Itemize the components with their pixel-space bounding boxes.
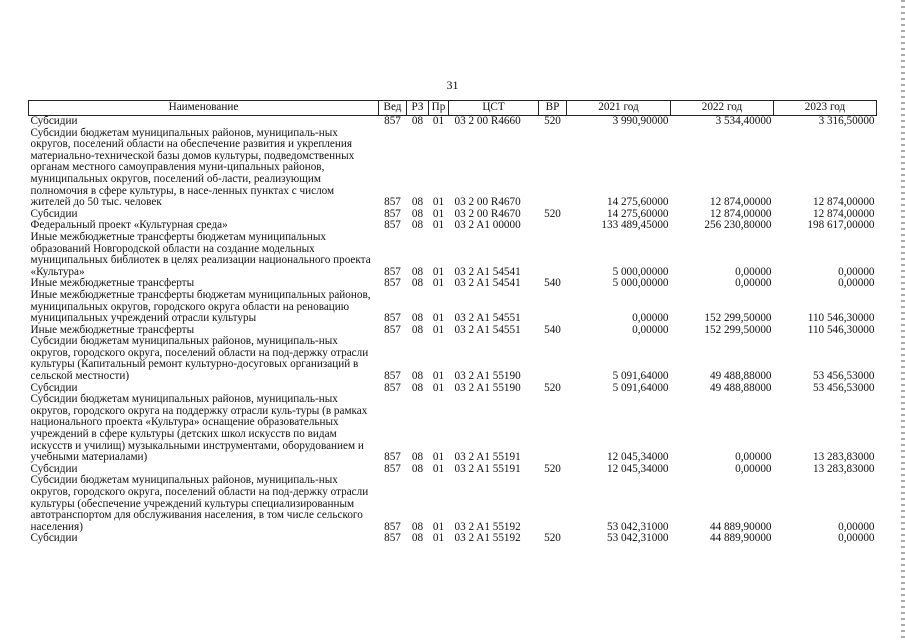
cell-2021: 53 042,31000 [606, 532, 669, 545]
cell-2022: 49 488,88000 [709, 381, 772, 394]
page-number: 31 [446, 78, 459, 92]
cell-vr [539, 128, 567, 209]
cell-rz: 08 [411, 265, 424, 278]
cell-pr: 01 [432, 370, 445, 383]
cell-2021: 12 045,34000 [606, 462, 669, 475]
cell-vr: 520 [544, 115, 561, 127]
cell-2023: 0,00000 [838, 265, 875, 278]
cell-cst: 03 2 A1 55192 [454, 532, 521, 545]
cell-2022: 152 299,50000 [704, 323, 772, 336]
budget-table [28, 100, 877, 545]
cell-vr: 520 [544, 381, 561, 394]
cell-vr: 540 [544, 277, 561, 290]
cell-ved: 857 [384, 219, 401, 232]
cell-ved: 857 [384, 265, 401, 278]
cell-ved: 857 [384, 462, 401, 475]
cell-name: Субсидии бюджетам муниципальных районов, муниципаль-ных округов, городского округа, поселений области на под-держку отрасли культуры (обеспечение учреждений культуры специализированным автотранспортом для обслуживания населения, в том числе сельского населения) [30, 474, 369, 533]
cell-name: Субсидии [30, 207, 78, 220]
cell-cst: 03 2 A1 55191 [454, 462, 521, 475]
cell-pr: 01 [432, 312, 445, 325]
cell-2023: 0,00000 [838, 277, 875, 290]
cell-name: Субсидии бюджетам муниципальных районов, муниципаль-ных округов, поселений области на обеспечение развития и укрепления материально-технической базы домов культуры, подведомственных органам местного самоуправления муни-ципальных районов, муниципальных округов, поселений об-ласти, реализующим полномочия в сфере культуры, в насе-ленных пунктах с числом жителей до 50 тыс. человек [30, 126, 355, 209]
cell-2023: 3 316,50000 [818, 115, 875, 127]
cell-2023: 198 617,00000 [807, 219, 875, 232]
cell-2023: 0,00000 [838, 532, 875, 545]
cell-2023: 12 874,00000 [812, 207, 875, 220]
cell-pr: 01 [432, 451, 445, 464]
cell-rz: 08 [411, 196, 424, 209]
cell-2023: 53 456,53000 [812, 370, 875, 383]
cell-2022: 256 230,80000 [704, 219, 772, 232]
cell-rz: 08 [411, 532, 424, 545]
cell-2023: 12 874,00000 [812, 196, 875, 209]
cell-pr: 01 [432, 532, 445, 545]
cell-cst: 03 2 A1 54541 [454, 265, 521, 278]
cell-cst: 03 2 A1 55190 [454, 370, 521, 383]
cell-2022: 44 889,90000 [709, 520, 772, 533]
cell-ved: 857 [384, 381, 401, 394]
cell-vr [539, 290, 567, 325]
table-body [29, 116, 877, 545]
table-row [29, 290, 877, 325]
table-row [29, 533, 877, 545]
cell-cst: 03 2 A1 55190 [454, 381, 521, 394]
table-row [29, 475, 877, 533]
table-row [29, 394, 877, 464]
cell-2022: 3 534,40000 [715, 115, 772, 127]
cell-vr [539, 394, 567, 464]
cell-pr: 01 [432, 115, 445, 127]
cell-vr [539, 475, 567, 533]
cell-vr: 540 [544, 323, 561, 336]
col-header-name: Наименование [29, 101, 379, 116]
cell-vr: 520 [544, 207, 561, 220]
cell-name: Субсидии [30, 532, 78, 545]
cell-2021: 0,00000 [632, 312, 669, 325]
cell-rz: 08 [411, 312, 424, 325]
cell-rz: 08 [411, 381, 424, 394]
cell-ved: 857 [384, 277, 401, 290]
cell-ved: 857 [384, 312, 401, 325]
cell-name: Субсидии [30, 381, 78, 394]
cell-cst: 03 2 A1 54541 [454, 277, 521, 290]
col-header-2022: 2022 год [671, 101, 774, 116]
cell-vr: 520 [544, 462, 561, 475]
table-row [29, 128, 877, 209]
cell-pr: 01 [432, 219, 445, 232]
cell-name: Иные межбюджетные трансферты [30, 277, 195, 290]
cell-vr [539, 220, 567, 232]
cell-ved: 857 [384, 532, 401, 545]
cell-2021: 14 275,60000 [606, 207, 669, 220]
cell-2022: 0,00000 [735, 451, 772, 464]
cell-ved: 857 [384, 323, 401, 336]
cell-name: Иные межбюджетные трансферты бюджетам муниципальных образований Новгородской области на создание модельных муниципальных библиотек в целях реализации национального проекта «Культура» [30, 230, 371, 278]
cell-pr: 01 [432, 265, 445, 278]
cell-2021: 5 000,00000 [612, 277, 669, 290]
cell-pr: 01 [432, 196, 445, 209]
table-header-row [29, 101, 877, 116]
cell-rz: 08 [411, 520, 424, 533]
table-row [29, 336, 877, 382]
cell-2023: 13 283,83000 [812, 451, 875, 464]
col-header-cst: ЦСТ [449, 101, 539, 116]
cell-name: Субсидии бюджетам муниципальных районов, муниципаль-ных округов, городского округа, поселений области на под-держку отрасли культуры (Капитальный ремонт культурно-досуговых организаций в сельской местности) [30, 335, 369, 383]
cell-name: Субсидии бюджетам муниципальных районов, муниципаль-ных округов, городского округа на поддержку отрасли куль-туры (в рамках национального проекта «Культура» оснащение образовательных учреждений в сфере культуры (детских школ искусств по видам искусств и училищ) музыкальными инструментами, оборудованием и учебными материалами) [30, 393, 368, 464]
cell-cst: 03 2 A1 00000 [454, 219, 521, 232]
table-row [29, 232, 877, 278]
cell-name: Субсидии [30, 462, 78, 475]
cell-pr: 01 [432, 462, 445, 475]
cell-vr [539, 232, 567, 278]
cell-name: Иные межбюджетные трансферты бюджетам муниципальных районов, муниципальных округов, городского округа области на реновацию муниципальных учреждений отрасли культуры [30, 288, 371, 325]
cell-2023: 0,00000 [838, 520, 875, 533]
col-header-2023: 2023 год [774, 101, 877, 116]
cell-ved: 857 [384, 207, 401, 220]
cell-2022: 49 488,88000 [709, 370, 772, 383]
col-header-rz: РЗ [407, 101, 429, 116]
cell-pr: 01 [432, 381, 445, 394]
cell-2022: 12 874,00000 [709, 207, 772, 220]
cell-2023: 53 456,53000 [812, 381, 875, 394]
cell-2021: 133 489,45000 [601, 219, 669, 232]
cell-2022: 152 299,50000 [704, 312, 772, 325]
col-header-2021: 2021 год [567, 101, 671, 116]
cell-cst: 03 2 00 R4670 [454, 207, 521, 220]
cell-cst: 03 2 A1 55192 [454, 520, 521, 533]
cell-ved: 857 [384, 370, 401, 383]
cell-vr [539, 336, 567, 382]
cell-2021: 5 091,64000 [612, 370, 669, 383]
cell-name: Субсидии [30, 115, 78, 127]
cell-rz: 08 [411, 277, 424, 290]
cell-name: Федеральный проект «Культурная среда» [30, 219, 228, 232]
cell-ved: 857 [384, 115, 401, 127]
cell-rz: 08 [411, 207, 424, 220]
cell-2022: 12 874,00000 [709, 196, 772, 209]
cell-rz: 08 [411, 219, 424, 232]
cell-ved: 857 [384, 196, 401, 209]
cell-cst: 03 2 00 R4660 [454, 115, 521, 127]
cell-2021: 5 091,64000 [612, 381, 669, 394]
scan-edge-mark [901, 0, 905, 640]
cell-pr: 01 [432, 207, 445, 220]
cell-2021: 5 000,00000 [612, 265, 669, 278]
cell-pr: 01 [432, 323, 445, 336]
cell-2022: 44 889,90000 [709, 532, 772, 545]
cell-2021: 3 990,90000 [612, 115, 669, 127]
col-header-vr: ВР [539, 101, 567, 116]
cell-2021: 14 275,60000 [606, 196, 669, 209]
cell-2021: 0,00000 [632, 323, 669, 336]
cell-name: Иные межбюджетные трансферты [30, 323, 195, 336]
col-header-ved: Вед [379, 101, 407, 116]
cell-cst: 03 2 A1 54551 [454, 312, 521, 325]
cell-cst: 03 2 A1 55191 [454, 451, 521, 464]
cell-vr: 520 [544, 532, 561, 545]
cell-rz: 08 [411, 115, 424, 127]
col-header-pr: Пр [429, 101, 449, 116]
cell-cst: 03 2 A1 54551 [454, 323, 521, 336]
cell-cst: 03 2 00 R4670 [454, 196, 521, 209]
cell-rz: 08 [411, 462, 424, 475]
cell-2023: 13 283,83000 [812, 462, 875, 475]
cell-2021: 53 042,31000 [606, 520, 669, 533]
cell-2022: 0,00000 [735, 462, 772, 475]
cell-ved: 857 [384, 451, 401, 464]
cell-ved: 857 [384, 520, 401, 533]
cell-2022: 0,00000 [735, 277, 772, 290]
cell-2021: 12 045,34000 [606, 451, 669, 464]
cell-rz: 08 [411, 451, 424, 464]
table-row [29, 116, 877, 128]
cell-2023: 110 546,30000 [807, 312, 875, 325]
cell-rz: 08 [411, 323, 424, 336]
cell-pr: 01 [432, 520, 445, 533]
cell-2022: 0,00000 [735, 265, 772, 278]
cell-pr: 01 [432, 277, 445, 290]
cell-rz: 08 [411, 370, 424, 383]
cell-2023: 110 546,30000 [807, 323, 875, 336]
